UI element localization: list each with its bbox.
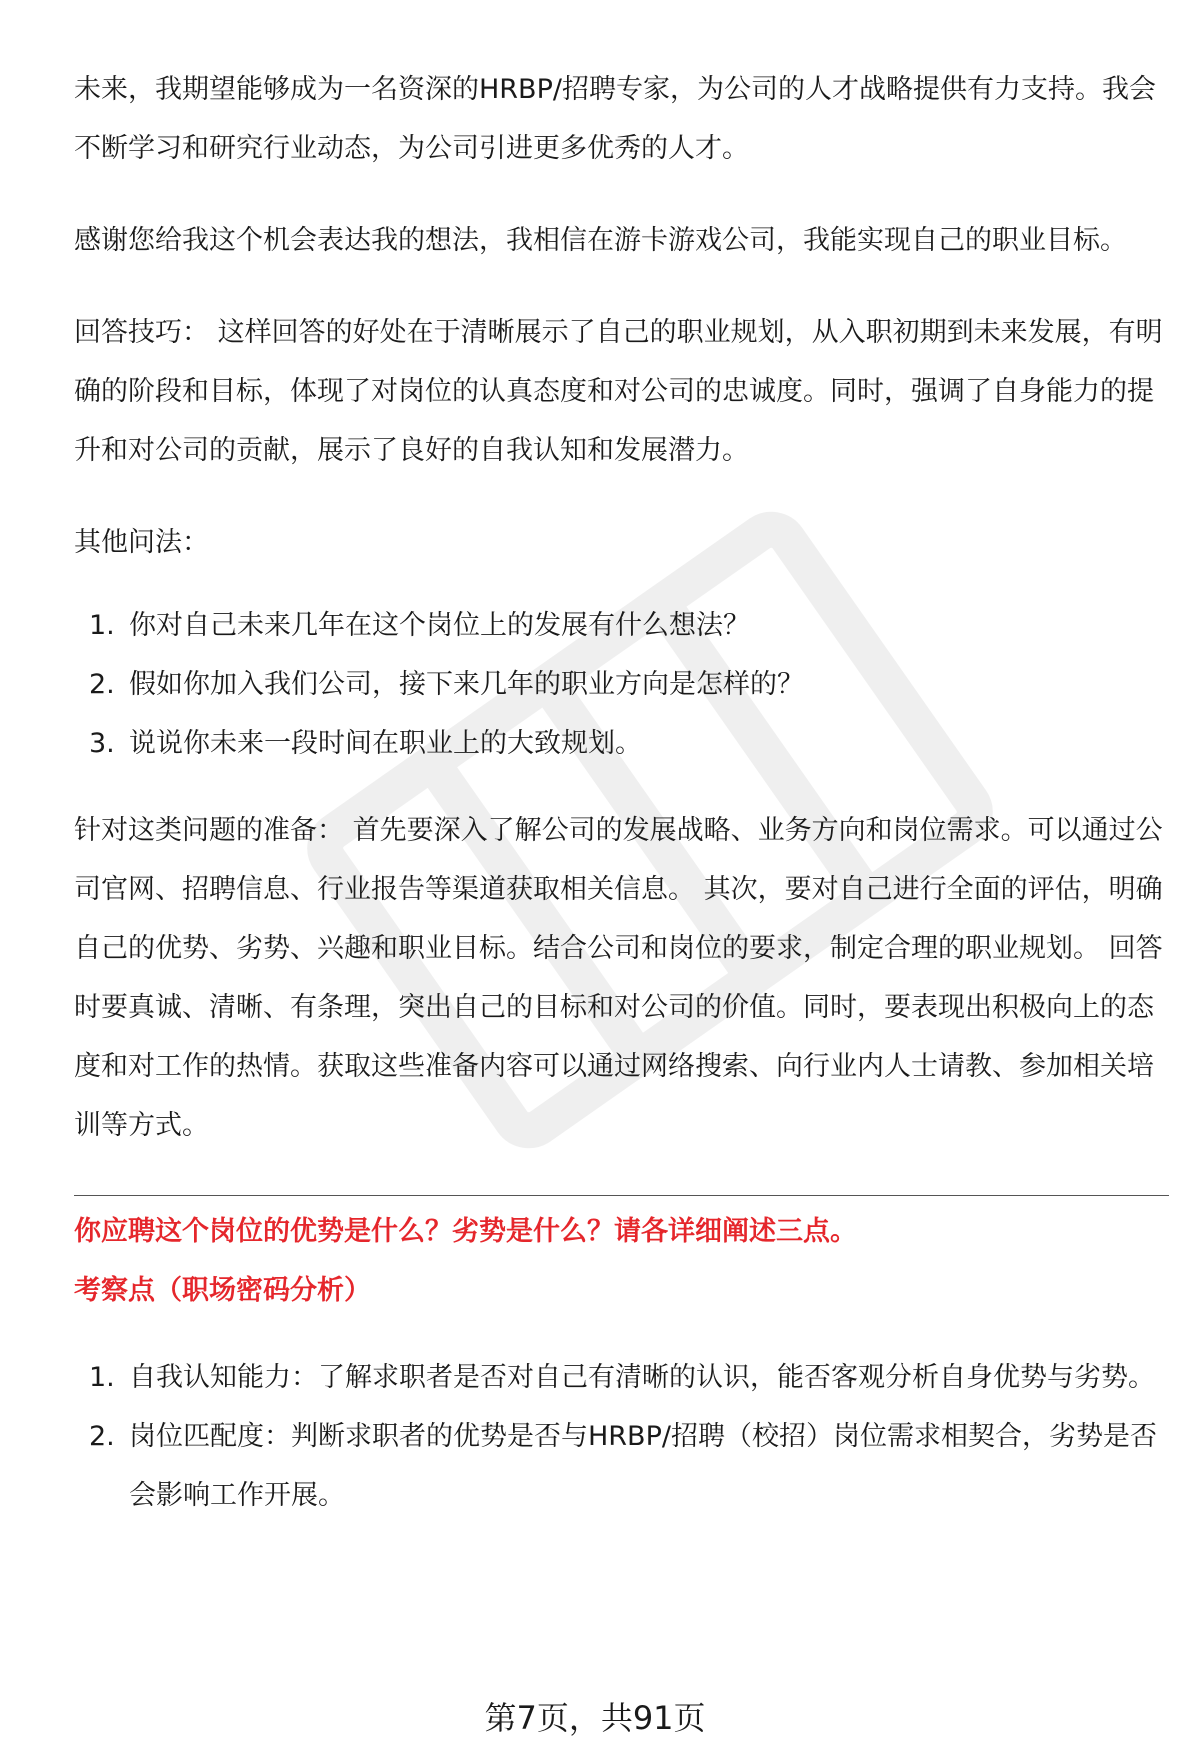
page-number-footer: 第7页，共91页 xyxy=(484,1699,706,1737)
paragraph-preparation: 针对这类问题的准备： 首先要深入了解公司的发展战略、业务方向和岗位需求。可以通过公司官网、招聘信息、行业报告等渠道获取相关信息。 其次，要对自己进行全面的评估，明确自己的优势、劣势、兴趣和职业目标。结合公司和岗位的要求，制定合理的职业规划。 回答时要真诚、清晰、有条理，突出自己的目标和对公司的价值。同时，要表现出积极向上的态度和对工作的热情。获取这些准备内容可以通过网络搜索、向行业内人士请教、参加相关培训等方式。 xyxy=(74,815,1163,1141)
list-item-number: 1. xyxy=(89,610,115,641)
other-questions-heading: 其他问法： xyxy=(74,527,209,558)
list-item-number: 1. xyxy=(89,1362,115,1393)
other-questions-list xyxy=(74,596,1169,773)
document-page xyxy=(74,60,1169,1525)
list-item-number: 2. xyxy=(89,1421,115,1452)
list-item-text: 说说你未来一段时间在职业上的大致规划。 xyxy=(129,728,642,759)
list-item xyxy=(89,655,1169,714)
list-item-number: 2. xyxy=(89,669,115,700)
list-item-number: 3. xyxy=(89,728,115,759)
list-item-text: 你对自己未来几年在这个岗位上的发展有什么想法？ xyxy=(129,610,750,641)
paragraph-answer-tips: 回答技巧： 这样回答的好处在于清晰展示了自己的职业规划，从入职初期到未来发展，有明确的阶段和目标，体现了对岗位的认真态度和对公司的忠诚度。同时，强调了自身能力的提升和对公司的贡献，展示了良好的自我认知和发展潜力。 xyxy=(74,317,1163,466)
paragraph-future-goal: 未来，我期望能够成为一名资深的HRBP/招聘专家，为公司的人才战略提供有力支持。我会不断学习和研究行业动态，为公司引进更多优秀的人才。 xyxy=(74,74,1156,164)
assessment-points-list xyxy=(74,1348,1169,1525)
list-item xyxy=(89,596,1169,655)
list-item-text: 岗位匹配度：判断求职者的优势是否与HRBP/招聘（校招）岗位需求相契合，劣势是否会影响工作开展。 xyxy=(129,1421,1157,1511)
list-item xyxy=(89,714,1169,773)
paragraph-thanks: 感谢您给我这个机会表达我的想法，我相信在游卡游戏公司，我能实现自己的职业目标。 xyxy=(74,225,1127,256)
list-item-text: 自我认知能力：了解求职者是否对自己有清晰的认识，能否客观分析自身优势与劣势。 xyxy=(129,1362,1155,1393)
list-item-text: 假如你加入我们公司，接下来几年的职业方向是怎样的？ xyxy=(129,669,804,700)
list-item xyxy=(89,1348,1169,1407)
assessment-points-heading: 考察点（职场密码分析） xyxy=(74,1275,371,1306)
list-item xyxy=(89,1407,1169,1525)
question-title: 你应聘这个岗位的优势是什么？劣势是什么？请各详细阐述三点。 xyxy=(74,1216,857,1247)
